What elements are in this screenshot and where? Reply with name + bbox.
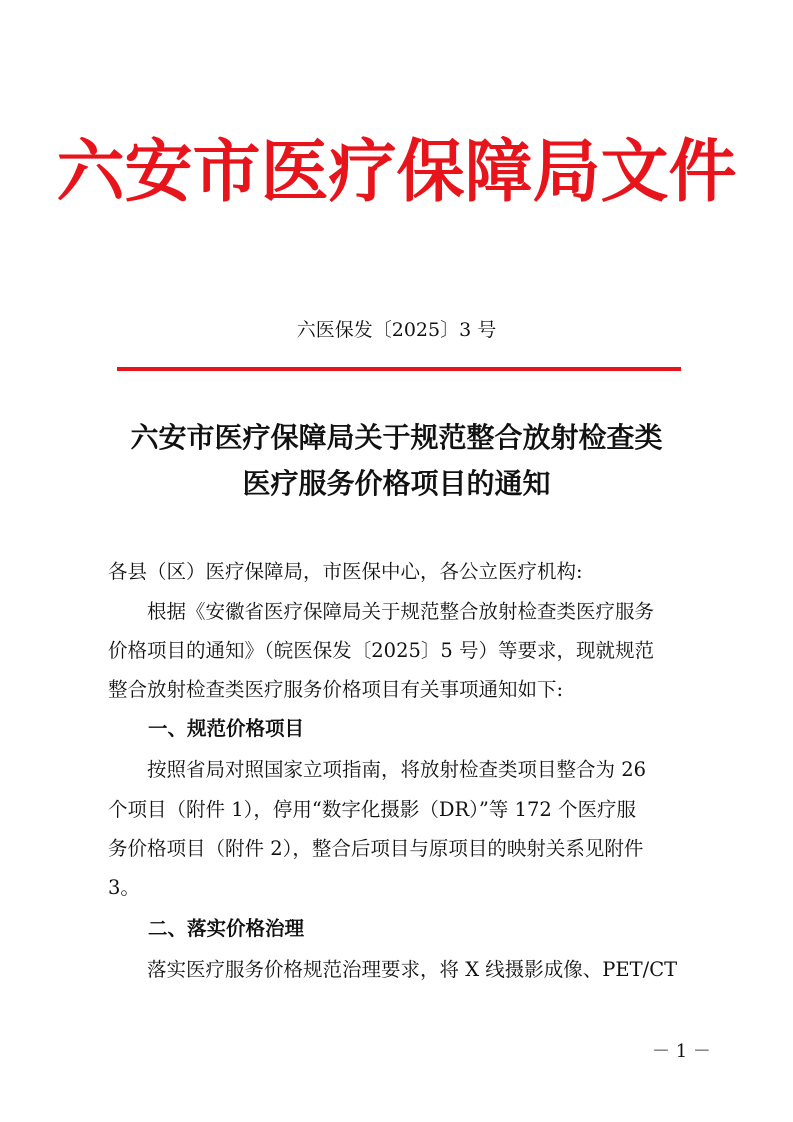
section-2-heading: 二、落实价格治理 — [148, 917, 305, 940]
notice-title-line-2: 医疗服务价格项目的通知 — [242, 467, 551, 500]
intro-line-1: 根据《安徽省医疗保障局关于规范整合放射检查类医疗服务 — [108, 600, 655, 623]
section-1-line-3: 务价格项目（附件 2），整合后项目与原项目的映射关系见附件 — [108, 837, 644, 860]
masthead-title: 六安市医疗保障局文件 — [56, 132, 737, 212]
notice-title-line-1: 六安市医疗保障局关于规范整合放射检查类 — [130, 421, 663, 454]
intro-line-3: 整合放射检查类医疗服务价格项目有关事项通知如下: — [108, 678, 564, 701]
section-1-line-1: 按照省局对照国家立项指南，将放射检查类项目整合为 26 — [108, 758, 647, 781]
section-1-heading: 一、规范价格项目 — [148, 717, 305, 740]
section-1-line-2: 个项目（附件 1），停用“数字化摄影（DR）”等 172 个医疗服 — [108, 798, 636, 821]
salutation: 各县（区）医疗保障局，市医保中心，各公立医疗机构: — [108, 560, 583, 583]
red-divider-line — [117, 367, 681, 371]
section-2-line-1: 落实医疗服务价格规范治理要求，将 X 线摄影成像、PET/CT — [108, 958, 678, 981]
section-1-line-4: 3。 — [108, 876, 140, 899]
document-number: 六医保发〔2025〕3 号 — [296, 319, 497, 341]
intro-line-2: 价格项目的通知》（皖医保发〔2025〕5 号）等要求，现就规范 — [108, 639, 654, 662]
page-number: － 1 － — [652, 1041, 711, 1062]
